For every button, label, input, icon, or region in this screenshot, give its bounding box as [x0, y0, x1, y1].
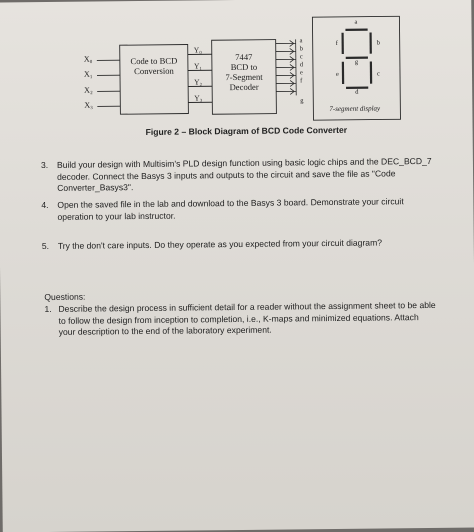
display-f-label: f: [336, 40, 338, 47]
question-1-number: 1.: [44, 304, 51, 314]
input-x1-label: X₁: [84, 70, 93, 79]
output-d-label: d: [300, 61, 303, 68]
output-e-label: e: [300, 69, 303, 76]
bcd-block-line-1: Code to BCD: [120, 56, 188, 67]
step-4-number: 4.: [41, 200, 48, 210]
decoder-line-4: Decoder: [212, 82, 276, 93]
questions-heading: Questions:: [44, 292, 85, 304]
display-g-label: g: [355, 59, 358, 66]
block-diagram: [0, 0, 471, 2]
decoder-line-3: 7-Segment: [212, 72, 276, 83]
question-1-line-1: Describe the design process in sufficient detail for a reader without the assignment sheet to be able: [58, 300, 435, 315]
input-x2-label: X₂: [84, 86, 93, 95]
y3-label: Y₃: [194, 93, 202, 102]
question-1-line-3: your description to the end of the laboratory experiment.: [59, 323, 436, 338]
question-1-line-2: to follow the design from inception to completion, i.e., K-maps and minimized equations. Attach: [59, 311, 436, 326]
y1-label: Y₁: [194, 61, 202, 70]
step-3-text: [57, 156, 432, 194]
display-b-label: b: [377, 39, 380, 46]
display-caption: 7-segment display: [329, 104, 380, 113]
step-4-text: [57, 196, 404, 223]
step-4-line-2: operation to your lab instructor.: [57, 208, 403, 223]
step-3-number: 3.: [41, 160, 48, 170]
output-a-label: a: [300, 37, 303, 44]
step-5-text: [58, 237, 382, 252]
display-e-label: e: [336, 71, 339, 78]
step-3-line-1: Build your design with Multisim's PLD design function using basic logic chips and the DEC_BCD_7: [57, 156, 432, 171]
display-d-label: d: [355, 89, 358, 96]
output-g-label: g: [300, 97, 303, 104]
output-c-label: c: [300, 53, 303, 60]
step-5-number: 5.: [42, 241, 49, 251]
y2-label: Y₂: [194, 77, 202, 86]
input-x3-label: X₃: [84, 101, 93, 110]
output-b-label: b: [300, 45, 303, 52]
decoder-line-2: BCD to: [212, 62, 276, 73]
step-5-line-1: Try the don't care inputs. Do they operate as you expected from your circuit diagram?: [58, 237, 382, 252]
figure-caption: Figure 2 – Block Diagram of BCD Code Converter: [146, 125, 348, 137]
step-3-line-3: Converter_Basys3".: [57, 179, 432, 194]
step-4-line-1: Open the saved file in the lab and download to the Basys 3 board. Demonstrate your circuit: [57, 196, 403, 211]
question-1-text: [58, 300, 436, 338]
bcd-block-line-2: Conversion: [120, 66, 188, 77]
display-a-label: a: [354, 19, 357, 26]
input-x0-label: X₀: [84, 55, 93, 64]
y0-label: Y₀: [194, 45, 202, 54]
output-f-label: f: [300, 77, 302, 84]
step-3-line-2: decoder. Connect the Basys 3 inputs and outputs to the circuit and save the file as "Code: [57, 167, 432, 182]
display-c-label: c: [377, 70, 380, 77]
decoder-line-1: 7447: [212, 52, 276, 63]
